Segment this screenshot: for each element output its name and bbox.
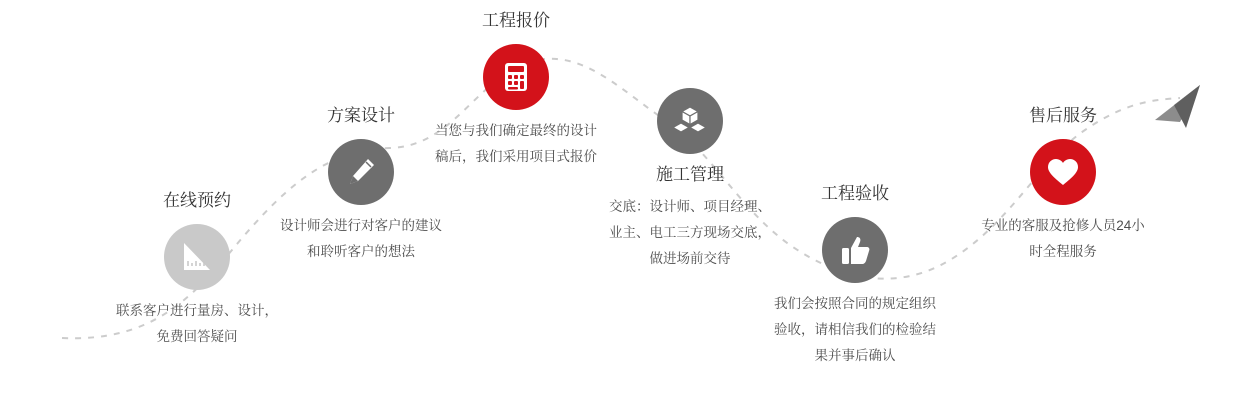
flow-step-2-title: 方案设计 <box>327 106 395 125</box>
flow-step-5[interactable] <box>770 183 940 369</box>
flow-step-6-icon-circle <box>1030 139 1096 205</box>
flow-step-1[interactable] <box>112 190 282 350</box>
flow-step-5-desc: 我们会按照合同的规定组织验收，请相信我们的检验结果并事后确认 <box>774 296 936 363</box>
flow-step-2-icon-circle <box>328 139 394 205</box>
flow-step-3-desc: 当您与我们确定最终的设计稿后，我们采用项目式报价 <box>435 123 597 164</box>
flow-step-2[interactable] <box>276 105 446 265</box>
flow-step-6[interactable] <box>978 105 1148 265</box>
flow-step-1-icon-circle <box>164 224 230 290</box>
flow-step-4[interactable] <box>605 88 775 272</box>
pen-icon <box>344 155 378 189</box>
flow-step-3-icon-circle <box>483 44 549 110</box>
flow-step-3-title: 工程报价 <box>482 11 550 30</box>
thumbs-up-icon <box>838 233 872 267</box>
flow-step-4-icon-circle <box>657 88 723 154</box>
heart-icon <box>1045 155 1081 189</box>
flow-step-3[interactable] <box>431 10 601 170</box>
ruler-icon <box>179 239 215 275</box>
boxes-icon <box>672 103 708 139</box>
flow-step-1-title: 在线预约 <box>163 191 231 210</box>
flow-step-1-desc: 联系客户进行量房、设计，免费回答疑问 <box>116 303 278 344</box>
paper-plane-icon <box>1155 85 1200 128</box>
flow-step-5-title: 工程验收 <box>821 184 889 203</box>
flow-step-4-title: 施工管理 <box>656 165 724 184</box>
calculator-icon <box>498 59 534 95</box>
flow-step-6-desc: 专业的客服及抢修人员24小时全程服务 <box>981 218 1145 259</box>
flow-step-4-desc: 交底：设计师、项目经理、业主、电工三方现场交底，做进场前交待 <box>609 199 771 266</box>
flow-step-5-icon-circle <box>822 217 888 283</box>
flow-step-2-desc: 设计师会进行对客户的建议和聆听客户的想法 <box>280 218 442 259</box>
flow-step-6-title: 售后服务 <box>1029 106 1097 125</box>
